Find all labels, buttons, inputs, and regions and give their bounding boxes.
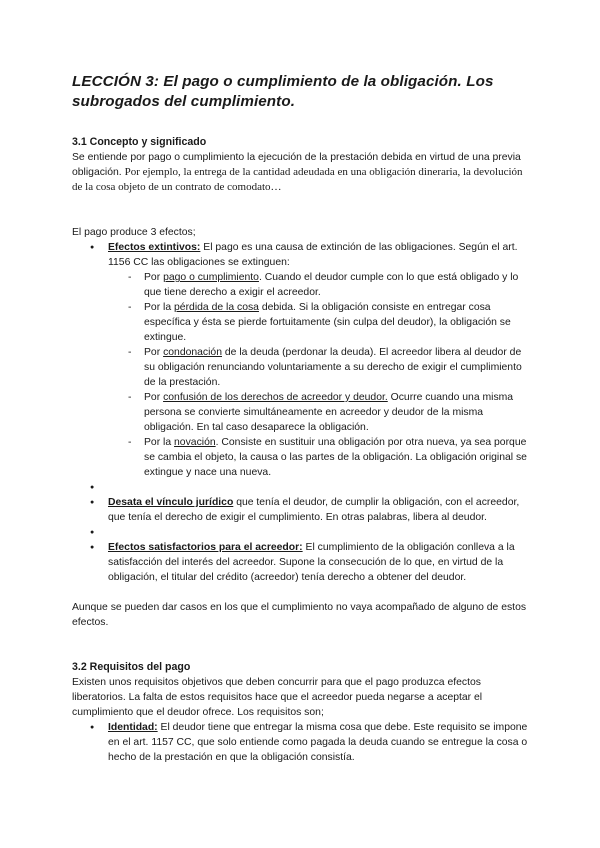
effect-item-extintivos (108, 240, 532, 480)
extinction-cause-item: - Por condonación de la deuda (perdonar la deuda). El acreedor libera al deudor de su obligación renunciando voluntariamente a su derecho de exigir el cumplimiento de la prestación. (144, 345, 532, 390)
requirement-item-identidad (108, 720, 532, 765)
effect-term: Desata el vínculo jurídico (108, 497, 234, 508)
extinction-cause-item: - Por confusión de los derechos de acreedor y deudor. Ocurre cuando una misma persona se convierte simultáneamente en acreedor y deudor de la misma obligación. En tal caso desaparece la obligación. (144, 390, 532, 435)
effect-text: El cumplimiento de la obligación conlleva a la satisfacción del interés del acreedor. Supone la consecución de lo que, en virtud de la obligación, el titular del crédito (acreedor) tenía derecho a obtener del deudor. (108, 542, 515, 583)
effect-term: Efectos extintivos: (108, 242, 201, 253)
document-page (72, 72, 532, 765)
lesson-title: LECCIÓN 3: El pago o cumplimiento de la obligación. Los subrogados del cumplimiento. (72, 73, 494, 110)
extinction-causes-list (108, 270, 532, 480)
effects-intro: El pago produce 3 efectos; (72, 227, 196, 238)
requirements-intro: Existen unos requisitos objetivos que deben concurrir para que el pago produzca efectos liberatorios. La falta de estos requisitos hace que el acreedor pueda negarse a aceptar el cumplimiento que el deudor ofrece. Los requisitos son; (72, 677, 483, 718)
cause-term: confusión de los derechos de acreedor y deudor. (163, 392, 388, 403)
effect-text: El pago es una causa de extinción de las obligaciones. Según el art. 1156 CC las obligaciones se extinguen: (108, 242, 518, 268)
effect-item-satisfactorios (108, 540, 532, 585)
requirements-list (72, 720, 532, 765)
extinction-cause-item: - Por la pérdida de la cosa debida. Si la obligación consiste en entregar cosa específica y ésta se pierde fortuitamente (sin culpa del deudor), la obligación se extingue. (144, 300, 532, 345)
definition-paragraph (72, 150, 532, 195)
section-3-1-heading: 3.1 Concepto y significado (72, 136, 207, 148)
requirement-text: El deudor tiene que entregar la misma cosa que debe. Este requisito se impone en el art. 1157 CC, que solo entiende como pagada la deuda cuando se entregue la cosa o hecho de la prestación en que la obligación consistía. (108, 722, 528, 763)
definition-text: Se entiende por pago o cumplimiento la ejecución de la prestación debida en virtud de una previa obligación. (72, 152, 521, 178)
effect-term: Efectos satisfactorios para el acreedor: (108, 542, 303, 553)
extinction-cause-item: - Por la novación. Consiste en sustituir una obligación por otra nueva, ya sea porque se cambia el objeto, la causa o las partes de la obligación. La obligación original se extingue y nace una nueva. (144, 435, 532, 480)
effect-text: que tenía el deudor, de cumplir la obligación, con el acreedor, que tenía el derecho de exigir el cumplimiento. En otras palabras, libera al deudor. (108, 497, 520, 523)
section-3-2-heading: 3.2 Requisitos del pago (72, 661, 191, 673)
cause-term: pago o cumplimiento (163, 272, 259, 283)
example-text: Por ejemplo, la entrega de la cantidad adeudada en una obligación dineraria, la devolución de la cosa objeto de un contrato de comodato… (72, 166, 523, 193)
cause-term: novación (174, 437, 216, 448)
extinction-cause-item: - Por pago o cumplimiento. Cuando el deudor cumple con lo que está obligado y lo que tiene derecho a exigir el acreedor. (144, 270, 532, 300)
effects-closing: Aunque se pueden dar casos en los que el cumplimiento no vaya acompañado de alguno de estos efectos. (72, 602, 527, 628)
requirement-term: Identidad: (108, 722, 158, 733)
effect-item-vinculo (108, 495, 532, 525)
cause-term: condonación (163, 347, 222, 358)
effects-list (72, 240, 532, 585)
cause-term: pérdida de la cosa (174, 302, 259, 313)
